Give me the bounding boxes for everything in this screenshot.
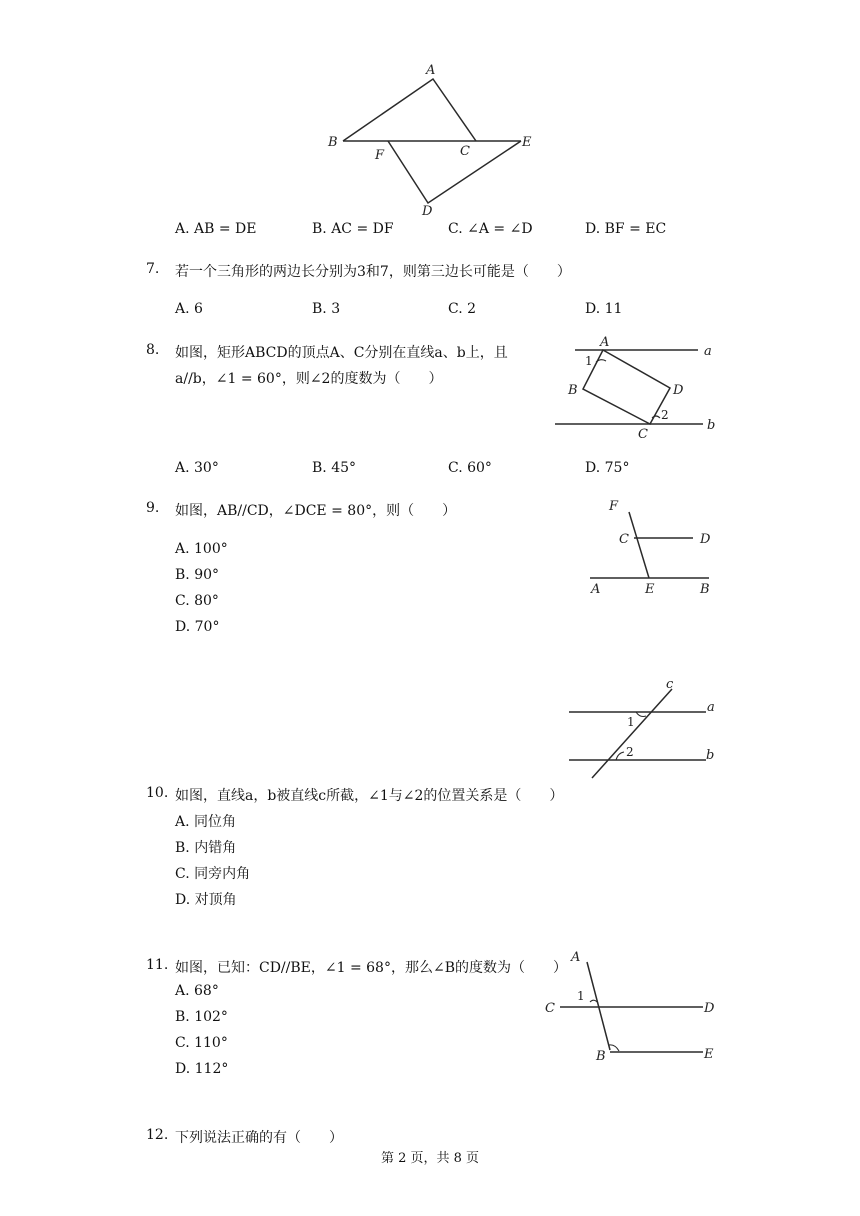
q9-option-b[interactable]: B. 90° (175, 567, 220, 583)
q11-number: 11. (146, 957, 169, 973)
q6-option-c[interactable]: C. ∠A = ∠D (448, 221, 533, 237)
label-a: a (707, 700, 715, 715)
label-d: D (704, 1001, 715, 1016)
label-angle-1: 1 (577, 989, 585, 1003)
q10-number: 10. (146, 785, 169, 801)
label-line-b: b (707, 418, 716, 433)
label-angle-1: 1 (627, 715, 635, 729)
q11-option-b[interactable]: B. 102° (175, 1009, 228, 1025)
label-angle-1: 1 (585, 354, 593, 368)
page-footer: 第 2 页，共 8 页 (380, 1151, 480, 1166)
label-c: C (545, 1001, 555, 1016)
q10-option-a[interactable]: A. 同位角 (175, 814, 237, 830)
q9-option-c[interactable]: C. 80° (175, 593, 219, 609)
label-a: A (591, 582, 601, 597)
q8-number: 8. (146, 342, 160, 358)
label-f: F (375, 148, 385, 163)
q7-stem: 若一个三角形的两边长分别为3和7，则第三边长可能是（ ） (175, 264, 571, 280)
label-c: c (666, 677, 674, 692)
figure-q9-parallel (585, 495, 720, 600)
label-b: B (328, 135, 338, 150)
line-fe (629, 512, 649, 578)
q10-stem: 如图，直线a，b被直线c所截，∠1与∠2的位置关系是（ ） (175, 788, 564, 804)
q10-option-d[interactable]: D. 对顶角 (175, 892, 237, 908)
angle-2-arc (616, 752, 624, 760)
q8-option-a[interactable]: A. 30° (175, 460, 219, 476)
q8-stem-line2: a//b，∠1 = 60°，则∠2的度数为（ ） (175, 371, 443, 387)
label-d: D (700, 532, 711, 547)
q8-option-d[interactable]: D. 75° (585, 460, 630, 476)
q6-option-b[interactable]: B. AC = DF (312, 221, 394, 237)
label-e: E (645, 582, 655, 597)
q7-option-d[interactable]: D. 11 (585, 301, 623, 317)
q12-number: 12. (146, 1127, 169, 1143)
q7-option-c[interactable]: C. 2 (448, 301, 477, 317)
q9-number: 9. (146, 500, 160, 516)
q11-option-a[interactable]: A. 68° (175, 983, 219, 999)
label-e: E (704, 1047, 714, 1062)
label-c: C (619, 532, 629, 547)
q11-option-c[interactable]: C. 110° (175, 1035, 228, 1051)
q9-stem: 如图，AB//CD，∠DCE = 80°，则（ ） (175, 503, 457, 519)
label-e: E (522, 135, 532, 150)
label-a: A (426, 63, 436, 78)
label-line-a: a (704, 344, 712, 359)
q6-option-d[interactable]: D. BF = EC (585, 221, 667, 237)
label-b: B (596, 1049, 606, 1064)
label-f: F (609, 499, 619, 514)
q10-option-c[interactable]: C. 同旁内角 (175, 866, 251, 882)
angle-b-arc (609, 1045, 619, 1051)
label-angle-2: 2 (626, 745, 634, 759)
label-angle-2: 2 (661, 408, 669, 422)
label-c: C (460, 144, 470, 159)
label-a: A (600, 335, 610, 350)
q6-option-a[interactable]: A. AB = DE (175, 221, 257, 237)
q9-option-a[interactable]: A. 100° (175, 541, 228, 557)
q7-option-b[interactable]: B. 3 (312, 301, 341, 317)
q8-option-b[interactable]: B. 45° (312, 460, 357, 476)
q8-option-c[interactable]: C. 60° (448, 460, 492, 476)
label-d: D (422, 204, 433, 219)
figure-q6-triangles (320, 60, 540, 220)
label-b: b (706, 748, 715, 763)
triangle-def (388, 141, 521, 203)
q7-option-a[interactable]: A. 6 (175, 301, 203, 317)
figure-q10-transversal (565, 675, 725, 785)
label-d: D (673, 383, 684, 398)
rectangle-abcd (583, 350, 670, 424)
q7-number: 7. (146, 261, 160, 277)
label-b: B (700, 582, 710, 597)
figure-q8-rectangle (550, 335, 730, 445)
line-ab (587, 962, 610, 1050)
q11-stem: 如图，已知：CD//BE，∠1 = 68°，那么∠B的度数为（ ） (175, 960, 567, 976)
q12-stem: 下列说法正确的有（ ） (175, 1130, 343, 1146)
triangle-abc (343, 79, 476, 141)
q8-stem-line1: 如图，矩形ABCD的顶点A、C分别在直线a、b上，且 (175, 345, 508, 361)
line-c (592, 689, 672, 778)
label-b: B (568, 383, 578, 398)
q9-option-d[interactable]: D. 70° (175, 619, 220, 635)
q10-option-b[interactable]: B. 内错角 (175, 840, 237, 856)
label-c: C (638, 427, 648, 442)
label-a: A (571, 950, 581, 965)
q11-option-d[interactable]: D. 112° (175, 1061, 229, 1077)
figure-q11-parallel (540, 945, 725, 1070)
